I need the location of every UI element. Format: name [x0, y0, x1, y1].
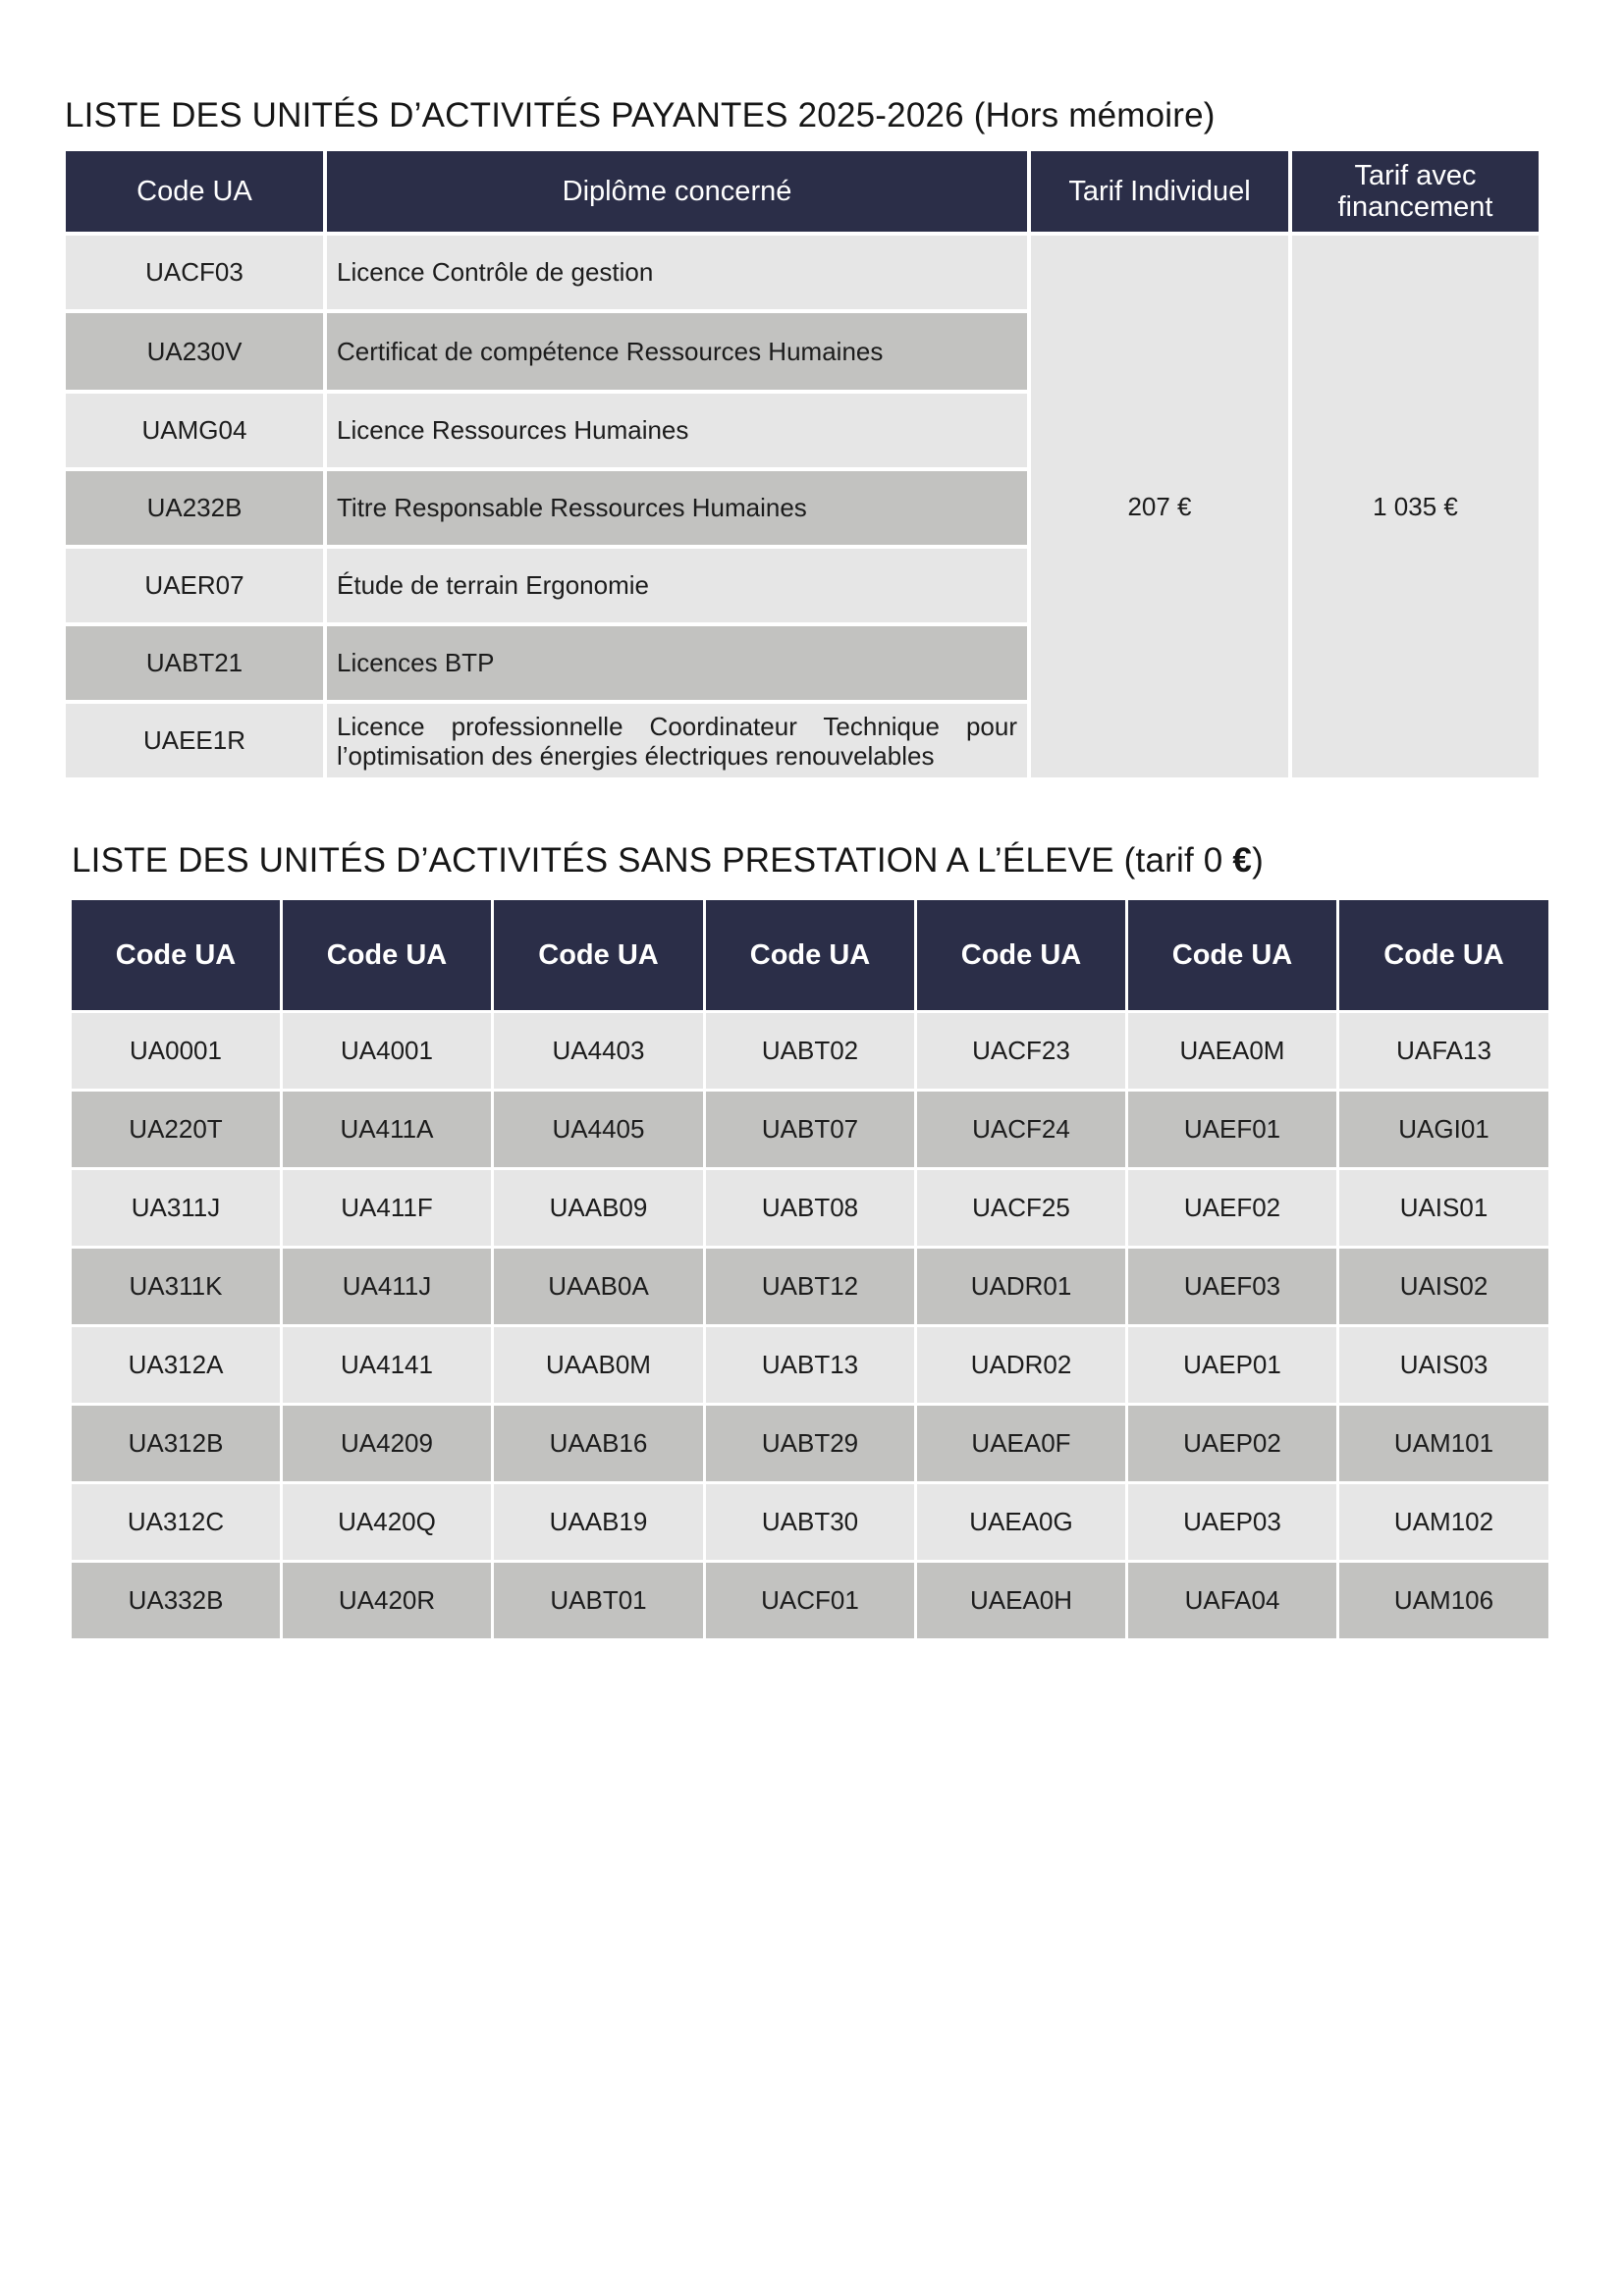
code-cell: UA312B [72, 1406, 280, 1481]
code-cell: UAEA0F [917, 1406, 1125, 1481]
diplome-cell: Licence Contrôle de gestion [327, 236, 1027, 309]
code-cell: UACF24 [917, 1092, 1125, 1167]
code-cell: UA4403 [494, 1013, 703, 1089]
table-row [72, 1406, 1548, 1481]
paid-units-title: LISTE DES UNITÉS D’ACTIVITÉS PAYANTES 2025-2026 (Hors mémoire) [65, 96, 1216, 134]
free-units-title-tail: (tarif 0 [1123, 841, 1233, 880]
header-code-ua: Code UA [1128, 900, 1336, 1010]
code-cell: UA4405 [494, 1092, 703, 1167]
code-cell: UA220T [72, 1092, 280, 1167]
code-cell: UABT07 [706, 1092, 914, 1167]
table-row [72, 1170, 1548, 1246]
tarif-individuel-value: 207 € [1031, 236, 1288, 777]
header-code-ua: Code UA [72, 900, 280, 1010]
code-cell: UA411J [283, 1249, 491, 1324]
code-cell: UAAB09 [494, 1170, 703, 1246]
code-cell: UAIS02 [1339, 1249, 1548, 1324]
code-cell: UABT12 [706, 1249, 914, 1324]
code-cell: UAAB19 [494, 1484, 703, 1560]
code-cell: UAGI01 [1339, 1092, 1548, 1167]
header-code-ua: Code UA [917, 900, 1125, 1010]
code-cell: UA4001 [283, 1013, 491, 1089]
paid-units-table [62, 147, 1543, 781]
code-cell: UABT01 [494, 1563, 703, 1638]
code-cell: UA312C [72, 1484, 280, 1560]
code-cell: UAEE1R [66, 704, 323, 777]
free-units-title-main: LISTE DES UNITÉS D’ACTIVITÉS SANS PRESTATION A L’ÉLEVE [72, 841, 1124, 880]
code-cell: UACF23 [917, 1013, 1125, 1089]
tarif-financement-value: 1 035 € [1292, 236, 1539, 777]
code-cell: UADR01 [917, 1249, 1125, 1324]
code-cell: UA4209 [283, 1406, 491, 1481]
code-cell: UAEA0M [1128, 1013, 1336, 1089]
table-row [72, 1249, 1548, 1324]
code-cell: UA232B [66, 471, 323, 545]
table-row [72, 1013, 1548, 1089]
code-cell: UAEA0H [917, 1563, 1125, 1638]
diplome-cell: Étude de terrain Ergonomie [327, 549, 1027, 622]
code-cell: UAFA13 [1339, 1013, 1548, 1089]
diplome-cell: Certificat de compétence Ressources Humaines [327, 313, 1027, 390]
code-cell: UAIS01 [1339, 1170, 1548, 1246]
code-cell: UADR02 [917, 1327, 1125, 1403]
diplome-cell: Licences BTP [327, 626, 1027, 700]
code-cell: UACF25 [917, 1170, 1125, 1246]
code-cell: UAM101 [1339, 1406, 1548, 1481]
table-row [72, 1327, 1548, 1403]
diplome-cell: Titre Responsable Ressources Humaines [327, 471, 1027, 545]
code-cell: UA311J [72, 1170, 280, 1246]
code-cell: UABT08 [706, 1170, 914, 1246]
header-diplome: Diplôme concerné [327, 151, 1027, 232]
code-cell: UA230V [66, 313, 323, 390]
code-cell: UAM106 [1339, 1563, 1548, 1638]
code-cell: UA311K [72, 1249, 280, 1324]
table-row [72, 1092, 1548, 1167]
code-cell: UABT21 [66, 626, 323, 700]
free-units-title-close: ) [1252, 841, 1264, 880]
code-cell: UAAB0A [494, 1249, 703, 1324]
code-cell: UABT29 [706, 1406, 914, 1481]
code-cell: UA411A [283, 1092, 491, 1167]
diplome-cell: Licence Ressources Humaines [327, 394, 1027, 467]
code-cell: UAEF03 [1128, 1249, 1336, 1324]
header-code-ua: Code UA [494, 900, 703, 1010]
header-code-ua: Code UA [66, 151, 323, 232]
code-cell: UA420R [283, 1563, 491, 1638]
code-cell: UAEP03 [1128, 1484, 1336, 1560]
header-code-ua: Code UA [1339, 900, 1548, 1010]
table-row [72, 1563, 1548, 1638]
code-cell: UAEP01 [1128, 1327, 1336, 1403]
code-cell: UAIS03 [1339, 1327, 1548, 1403]
code-cell: UABT13 [706, 1327, 914, 1403]
code-cell: UA0001 [72, 1013, 280, 1089]
code-cell: UA411F [283, 1170, 491, 1246]
header-code-ua: Code UA [706, 900, 914, 1010]
code-cell: UA4141 [283, 1327, 491, 1403]
code-cell: UAEF02 [1128, 1170, 1336, 1246]
code-cell: UAEA0G [917, 1484, 1125, 1560]
code-cell: UACF03 [66, 236, 323, 309]
code-cell: UAEF01 [1128, 1092, 1336, 1167]
table-row [72, 1484, 1548, 1560]
euro-sign: € [1232, 841, 1253, 880]
free-units-title [72, 841, 1264, 881]
code-cell: UA420Q [283, 1484, 491, 1560]
code-cell: UAEP02 [1128, 1406, 1336, 1481]
header-code-ua: Code UA [283, 900, 491, 1010]
code-cell: UAAB16 [494, 1406, 703, 1481]
diplome-cell: Licence professionnelle Coordinateur Technique pour l’optimisation des énergies électriques renouvelables [327, 704, 1027, 777]
header-tarif-individuel: Tarif Individuel [1031, 151, 1288, 232]
code-cell: UA332B [72, 1563, 280, 1638]
free-units-header-row [72, 900, 1548, 1010]
code-cell: UACF01 [706, 1563, 914, 1638]
code-cell: UAER07 [66, 549, 323, 622]
code-cell: UABT02 [706, 1013, 914, 1089]
code-cell: UAM102 [1339, 1484, 1548, 1560]
header-tarif-financement: Tarif avec financement [1292, 151, 1539, 232]
code-cell: UA312A [72, 1327, 280, 1403]
code-cell: UAFA04 [1128, 1563, 1336, 1638]
code-cell: UAAB0M [494, 1327, 703, 1403]
code-cell: UABT30 [706, 1484, 914, 1560]
table-row [66, 236, 1539, 309]
free-units-table [69, 897, 1551, 1641]
code-cell: UAMG04 [66, 394, 323, 467]
